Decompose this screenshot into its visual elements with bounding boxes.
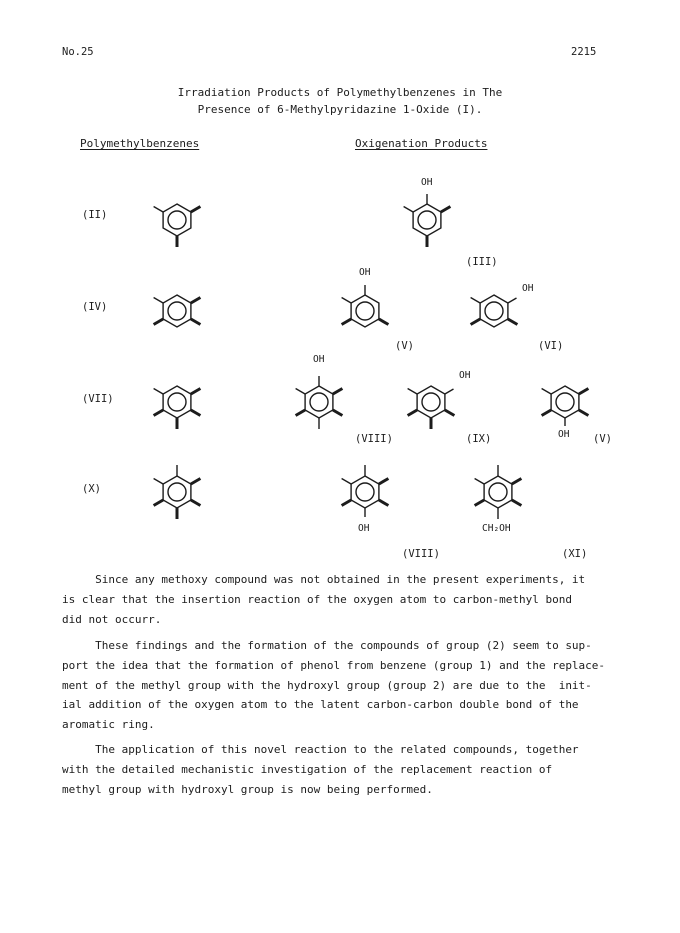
paragraph-line: Since any methoxy compound was not obtained in the present experiments, it <box>62 573 586 586</box>
title-line-2: Presence of 6-Methylpyridazine 1-Oxide (I). <box>197 103 483 116</box>
paragraph-line: ment of the methyl group with the hydroxyl group (group 2) are due to the init- <box>62 678 592 692</box>
pentamethylbenzyl-alcohol-structure <box>468 462 528 522</box>
paragraph-1 <box>62 570 585 629</box>
trimethylphenol-isomer-structure <box>464 281 524 341</box>
journal-issue: No.25 <box>62 46 94 58</box>
pentamethylbenzene-structure <box>147 372 207 432</box>
paragraph-line: port the idea that the formation of phenol from benzene (group 1) and the replace- <box>62 658 606 672</box>
trimethylphenol-structure <box>335 281 395 341</box>
mesitol-structure <box>397 190 457 250</box>
tetramethylphenol-structure <box>289 372 349 432</box>
oh-group-label: OH <box>421 177 433 188</box>
oh-group-label: OH <box>558 429 570 440</box>
compound-label-IX: (IX) <box>466 433 492 445</box>
mesitylene-structure <box>147 190 207 250</box>
page-number: 2215 <box>571 46 597 58</box>
table-title <box>0 84 680 118</box>
oh-group-label: OH <box>358 523 370 534</box>
ch2oh-group-label: CH₂OH <box>482 523 511 534</box>
trimethylphenol-para-structure <box>535 372 595 432</box>
compound-label-II: (II) <box>82 209 108 221</box>
compound-label-V: (V) <box>395 340 414 352</box>
tetramethylphenol-isomer-structure <box>401 372 461 432</box>
title-line-1: Irradiation Products of Polymethylbenzenes in The <box>177 86 503 99</box>
compound-label-VIII: (VIII) <box>355 433 393 445</box>
paragraph-line: is clear that the insertion reaction of the oxygen atom to carbon-methyl bond <box>62 592 572 606</box>
paragraph-3 <box>62 740 579 799</box>
compound-label-XI: (XI) <box>562 548 588 560</box>
oh-group-label: OH <box>313 354 325 365</box>
compound-label-III: (III) <box>466 256 498 268</box>
column-heading-oxigenation-products: Oxigenation Products <box>355 137 488 150</box>
paragraph-line: methyl group with hydroxyl group is now being performed. <box>62 782 433 796</box>
paragraph-line: aromatic ring. <box>62 718 155 732</box>
compound-label-X: (X) <box>82 483 101 495</box>
oh-group-label: OH <box>359 267 371 278</box>
pentamethylphenol-structure <box>335 462 395 522</box>
paragraph-line: These findings and the formation of the compounds of group (2) seem to sup- <box>62 639 592 652</box>
paragraph-line: ial addition of the oxygen atom to the latent carbon-carbon double bond of the <box>62 698 579 712</box>
compound-label-IV: (IV) <box>82 301 108 313</box>
oh-group-label: OH <box>522 283 534 294</box>
compound-label-V-second: (V) <box>593 433 612 445</box>
compound-label-VIII-second: (VIII) <box>402 548 440 560</box>
paragraph-line: with the detailed mechanistic investigation of the replacement reaction of <box>62 762 553 776</box>
paragraph-2 <box>62 636 605 735</box>
compound-label-VII: (VII) <box>82 393 114 405</box>
paragraph-line: The application of this novel reaction to the related compounds, together <box>62 743 579 756</box>
compound-label-VI: (VI) <box>538 340 564 352</box>
hexamethylbenzene-structure <box>147 462 207 522</box>
durene-structure <box>147 281 207 341</box>
paragraph-line: did not occurr. <box>62 612 162 626</box>
column-heading-polymethylbenzenes: Polymethylbenzenes <box>80 137 200 150</box>
oh-group-label: OH <box>459 370 471 381</box>
